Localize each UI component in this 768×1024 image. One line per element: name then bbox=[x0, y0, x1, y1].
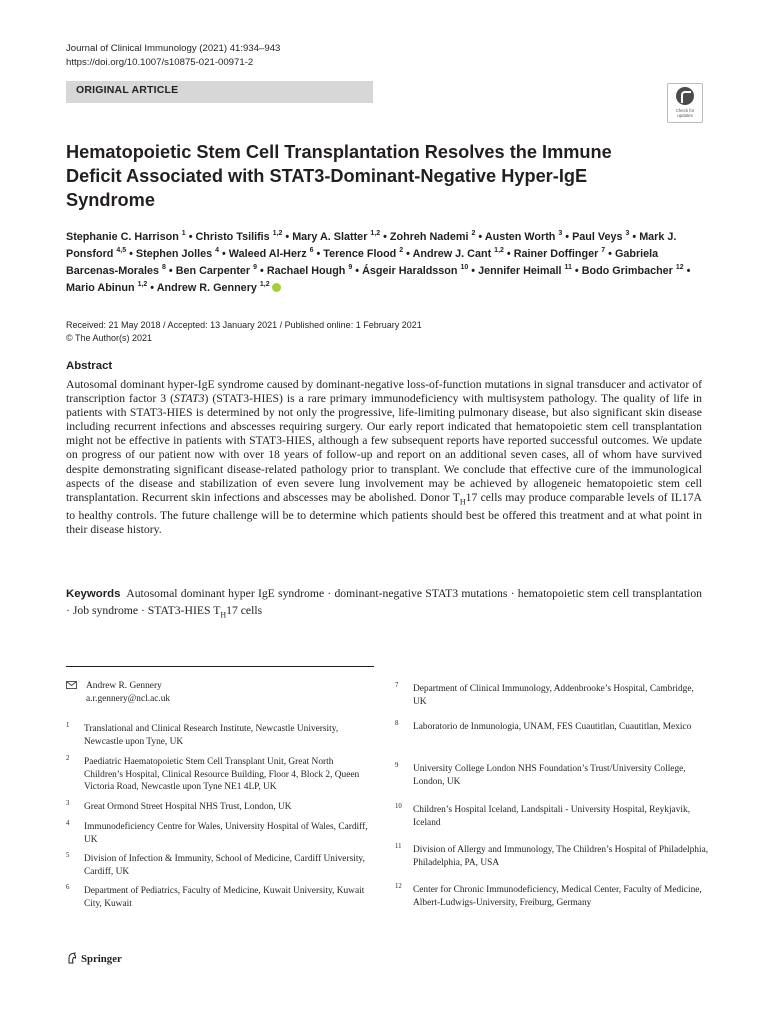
footnote-divider bbox=[66, 666, 374, 667]
author-affiliation-ref: 6 bbox=[309, 247, 314, 254]
author-separator: • bbox=[468, 265, 479, 277]
affiliation-text: Division of Infection & Immunity, School of Medicine, Cardiff University, Cardiff, UK bbox=[84, 854, 365, 877]
author-affiliation-ref: 8 bbox=[162, 264, 166, 271]
author-separator: • bbox=[403, 248, 413, 260]
author-affiliation-ref: 1 bbox=[181, 230, 186, 237]
affiliation-number: 2 bbox=[66, 755, 70, 762]
author-affiliation-ref: 4,5 bbox=[116, 247, 127, 254]
affiliation-text: Immunodeficiency Centre for Wales, University Hospital of Wales, Cardiff, UK bbox=[84, 822, 368, 845]
author-name[interactable]: Gabriela Barcenas-Morales bbox=[66, 248, 659, 277]
correspondence-email[interactable]: a.r.gennery@ncl.ac.uk bbox=[86, 693, 171, 704]
correspondence-name: Andrew R. Gennery bbox=[86, 681, 162, 691]
affiliation-text: Division of Allergy and Immunology, The Children’s Hospital of Philadelphia, Philadelphia, PA, USA bbox=[413, 845, 709, 868]
author-affiliation-ref: 9 bbox=[348, 264, 353, 271]
affiliation-number: 11 bbox=[395, 843, 402, 850]
article-type-bar bbox=[66, 81, 373, 103]
affiliation-number: 1 bbox=[66, 722, 70, 729]
keywords-label: Keywords bbox=[66, 588, 121, 600]
affiliation-number: 12 bbox=[395, 883, 402, 890]
author-separator: • bbox=[571, 265, 582, 277]
orcid-icon[interactable] bbox=[272, 283, 281, 292]
copyright-line: © The Author(s) 2021 bbox=[66, 333, 153, 343]
springer-horse-icon bbox=[66, 952, 78, 964]
author-affiliation-ref: 9 bbox=[253, 264, 258, 271]
author-affiliation-ref: 12 bbox=[675, 264, 684, 271]
crossmark-icon bbox=[676, 87, 694, 105]
article-type-label: ORIGINAL ARTICLE bbox=[76, 84, 179, 96]
journal-header bbox=[66, 42, 280, 70]
author-name[interactable]: Waleed Al-Herz bbox=[228, 248, 307, 260]
author-separator: • bbox=[165, 265, 176, 277]
author-affiliation-ref: 3 bbox=[558, 230, 563, 237]
abstract-heading: Abstract bbox=[66, 360, 113, 372]
author-name[interactable]: Mark J. Ponsford bbox=[66, 231, 677, 260]
author-name[interactable]: Terence Flood bbox=[323, 248, 397, 260]
affiliation-text: Paediatric Haematopoietic Stem Cell Transplant Unit, Great North Children’s Hospital, Clinical Resource Building, Floor 4, Block 2, Queen Victoria Road, Newcastle upon Tyne NE1 4LP, UK bbox=[84, 757, 360, 793]
affiliation-text: Laboratorio de Inmunologia, UNAM, FES Cuautitlan, Cuautitlan, Mexico bbox=[413, 722, 692, 732]
journal-citation: Journal of Clinical Immunology (2021) 41:934–943 bbox=[66, 43, 281, 54]
author-separator: • bbox=[380, 231, 390, 243]
author-affiliation-ref: 1,2 bbox=[259, 281, 270, 288]
author-name[interactable]: Rachael Hough bbox=[266, 265, 346, 277]
author-name[interactable]: Andrew R. Gennery bbox=[156, 282, 257, 294]
keywords: Keywords Autosomal dominant hyper IgE syndrome · dominant-negative STAT3 mutations · hematopoietic stem cell transplantation · Job syndrome · STAT3-HIES $T_H17$ cells bbox=[66, 587, 703, 619]
author-name[interactable]: Ásgeir Haraldsson bbox=[362, 265, 458, 277]
author-name[interactable]: Rainer Doffinger bbox=[513, 248, 599, 260]
affiliation-number: 4 bbox=[66, 820, 70, 827]
author-affiliation-ref: 1,2 bbox=[370, 230, 381, 237]
author-separator: • bbox=[282, 231, 293, 243]
author-name[interactable]: Paul Veys bbox=[572, 231, 623, 243]
publisher-logo bbox=[66, 952, 122, 965]
correspondence bbox=[86, 680, 366, 705]
affiliation-number: 8 bbox=[395, 720, 399, 727]
author-separator: • bbox=[313, 248, 324, 260]
doi-link[interactable]: https://doi.org/10.1007/s10875-021-00971-2 bbox=[66, 57, 254, 68]
author-separator: • bbox=[126, 248, 136, 260]
author-separator: • bbox=[629, 231, 640, 243]
author-affiliation-ref: 10 bbox=[460, 264, 469, 271]
author-name[interactable]: Jennifer Heimall bbox=[478, 265, 562, 277]
author-separator: • bbox=[185, 231, 196, 243]
affiliation-number: 10 bbox=[395, 803, 402, 810]
affiliation-text: Children’s Hospital Iceland, Landspitali - University Hospital, Reykjavik, Iceland bbox=[413, 805, 691, 828]
author-name[interactable]: Ben Carpenter bbox=[175, 265, 251, 277]
affiliation-text: Center for Chronic Immunodeficiency, Medical Center, Faculty of Medicine, Albert-Ludwigs-University, Freiburg, Germany bbox=[413, 885, 702, 908]
author-separator: • bbox=[605, 248, 615, 260]
author-separator: • bbox=[257, 265, 267, 277]
author-name[interactable]: Bodo Grimbacher bbox=[581, 265, 673, 277]
author-separator: • bbox=[352, 265, 363, 277]
author-separator: • bbox=[147, 282, 157, 294]
author-separator: • bbox=[562, 231, 573, 243]
author-affiliation-ref: 2 bbox=[471, 230, 476, 237]
author-name[interactable]: Zohreh Nademi bbox=[389, 231, 469, 243]
check-for-updates-badge[interactable] bbox=[667, 83, 703, 123]
author-list bbox=[66, 229, 706, 297]
author-separator: • bbox=[503, 248, 514, 260]
author-name[interactable]: Stephanie C. Harrison bbox=[66, 231, 179, 243]
author-affiliation-ref: 4 bbox=[215, 247, 220, 254]
author-affiliation-ref: 3 bbox=[625, 230, 630, 237]
affiliation-number: 6 bbox=[66, 884, 70, 891]
author-separator: • bbox=[475, 231, 485, 243]
author-name[interactable]: Andrew J. Cant bbox=[412, 248, 492, 260]
author-affiliation-ref: 11 bbox=[564, 264, 572, 271]
check-for-updates-label: Check for updates bbox=[675, 108, 695, 118]
affiliation-text: Department of Pediatrics, Faculty of Medicine, Kuwait University, Kuwait City, Kuwait bbox=[84, 886, 365, 909]
affiliation-text: Department of Clinical Immunology, Addenbrooke’s Hospital, Cambridge, UK bbox=[413, 684, 694, 707]
author-affiliation-ref: 1,2 bbox=[494, 247, 504, 254]
received-accepted-published: Received: 21 May 2018 / Accepted: 13 January 2021 / Published online: 1 February 2021 bbox=[66, 320, 422, 330]
affiliation-number: 3 bbox=[66, 800, 70, 807]
author-separator: • bbox=[219, 248, 229, 260]
affiliation-text: Translational and Clinical Research Institute, Newcastle University, Newcastle upon Tyne, UK bbox=[84, 724, 339, 747]
author-affiliation-ref: 1,2 bbox=[137, 281, 148, 288]
author-affiliation-ref: 1,2 bbox=[272, 230, 283, 237]
abstract-body: Autosomal dominant hyper-IgE syndrome caused by dominant-negative loss-of-function mutations in signal transducer and activator of transcription factor 3 (STAT3) (STAT3-HIES) is a rare primary immunodeficiency with multisystem pathology. The quality of life in patients with STAT3-HIES is determined by not only the progressive, life-limiting pulmonary disease, but also significant skin disease including recurrent infections and abscesses requiring surgery. Our early report indicated that hematopoietic stem cell transplantation might not be effective in patients with STAT3-HIES, although a few subsequent reports have reported successful outcomes. We update on progress of our patient now with over 18 years of follow-up and report on an additional seven cases, all of whom have survived despite demonstrating significant disease-related pathology prior to transplant. We conclude that effective cure of the immunological aspects of the disease and stabilization of even severe lung involvement may be achieved by allogeneic hematopoietic stem cell transplantation. Recurrent skin infections and abscesses may be abolished. Donor $T_H17$ cells may produce comparable levels of IL17A to healthy controls. The future challenge will be to determine which patients should best be offered this treatment and at what point in their disease history. bbox=[66, 378, 702, 537]
author-affiliation-ref: 7 bbox=[601, 247, 606, 254]
author-name[interactable]: Mario Abinun bbox=[66, 282, 135, 294]
publication-dates bbox=[66, 319, 422, 345]
author-affiliation-ref: 2 bbox=[399, 247, 404, 254]
author-name[interactable]: Austen Worth bbox=[484, 231, 556, 243]
author-name[interactable]: Christo Tsilifis bbox=[195, 231, 270, 243]
article-title: Hematopoietic Stem Cell Transplantation Resolves the Immune Deficit Associated with STAT3-Dominant-Negative Hyper-IgE Syndrome bbox=[66, 142, 612, 210]
publisher-name: Springer bbox=[81, 953, 122, 965]
affiliation-text: Great Ormond Street Hospital NHS Trust, London, UK bbox=[84, 802, 292, 812]
affiliation-number: 9 bbox=[395, 762, 399, 769]
author-name[interactable]: Stephen Jolles bbox=[135, 248, 213, 260]
envelope-icon bbox=[66, 681, 77, 694]
affiliation-number: 5 bbox=[66, 852, 70, 859]
author-name[interactable]: Mary A. Slatter bbox=[292, 231, 368, 243]
affiliation-text: University College London NHS Foundation’s Trust/University College, London, UK bbox=[413, 764, 686, 787]
affiliation-number: 7 bbox=[395, 682, 399, 689]
author-separator: • bbox=[683, 265, 691, 277]
